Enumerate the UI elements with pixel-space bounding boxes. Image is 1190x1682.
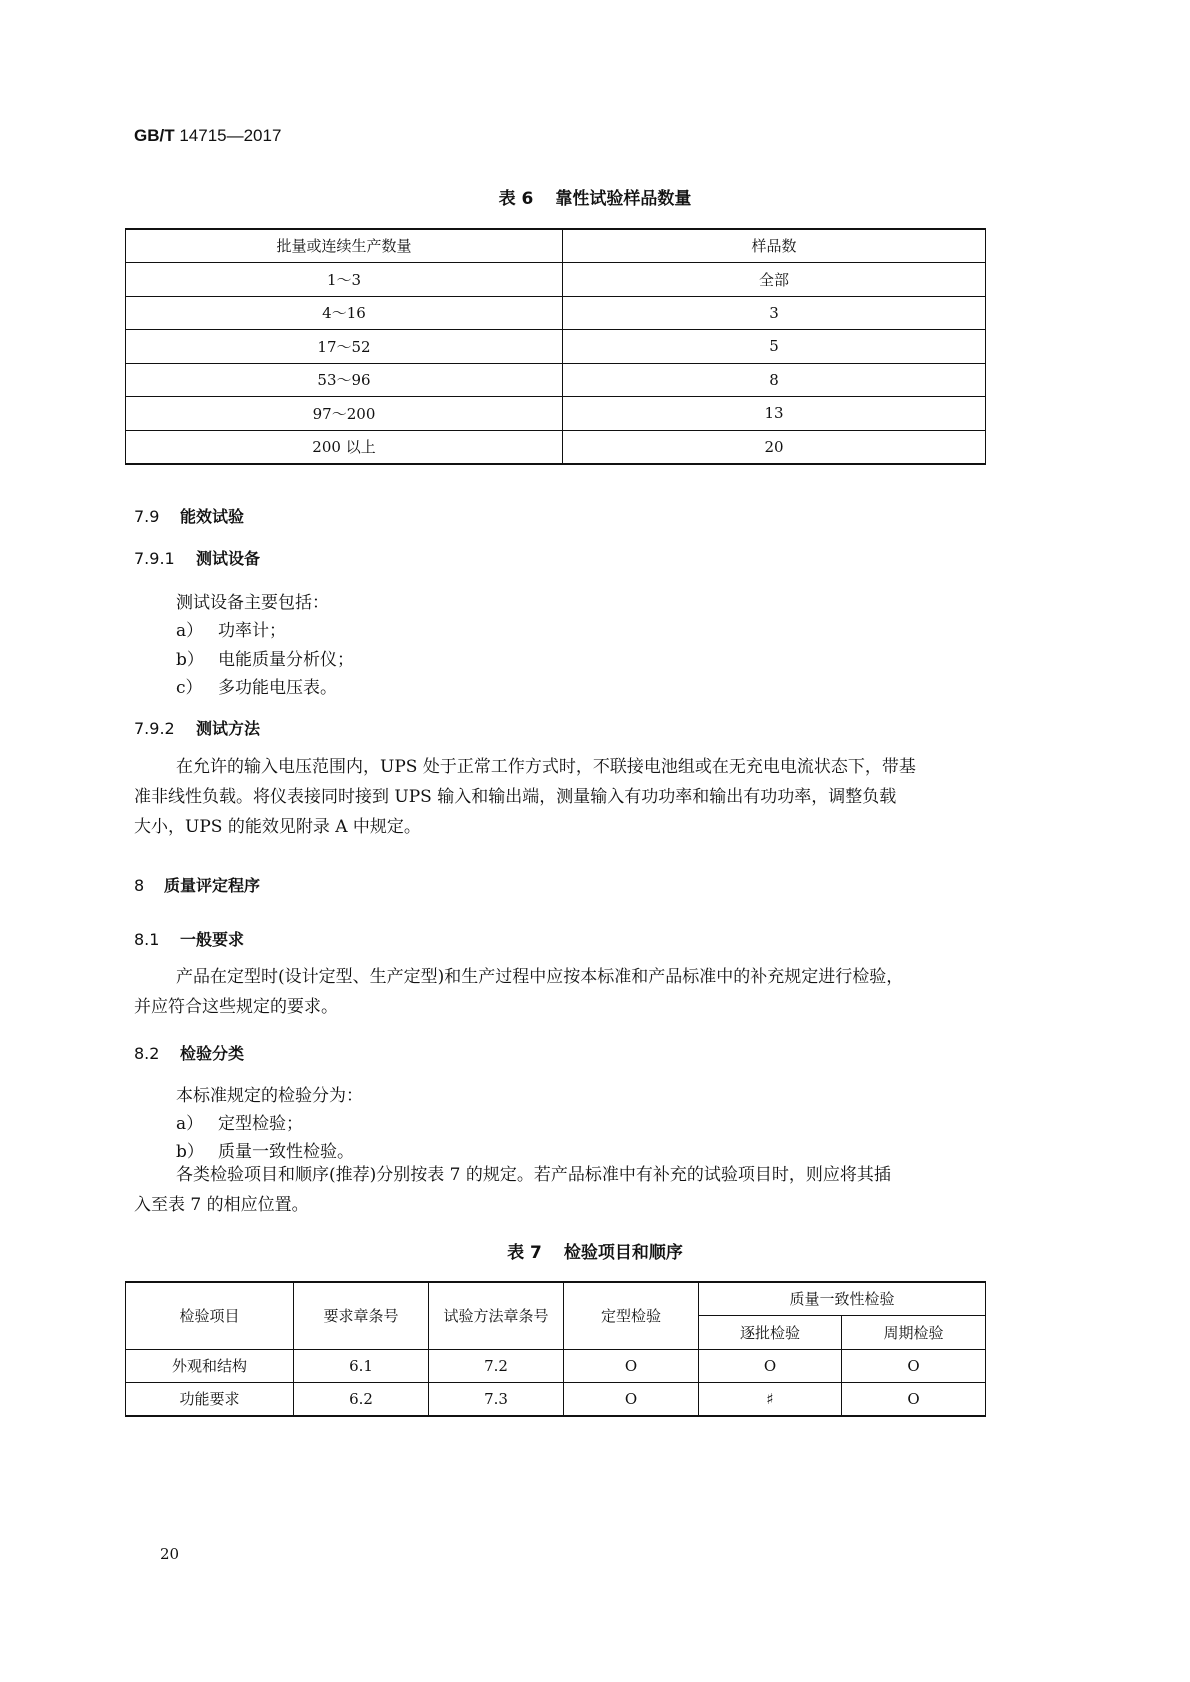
list-marker: a）	[176, 621, 204, 641]
table7-cell: ♯	[699, 1382, 842, 1416]
table7-caption-title: 检验项目和顺序	[563, 1243, 683, 1263]
table7-header-conformity: 质量一致性检验	[699, 1282, 986, 1315]
table7-header-method: 试验方法章条号	[429, 1282, 564, 1349]
paragraph-line: 在允许的输入电压范围内，UPS 处于正常工作方式时，不联接电池组或在无充电电流状态下，带基	[176, 757, 916, 777]
table7-cell: 6.2	[294, 1382, 429, 1416]
table7-caption	[0, 1238, 1190, 1263]
list-text: 定型检验；	[218, 1114, 303, 1134]
section-7-9-1-heading	[134, 546, 260, 569]
section-8-2-heading	[134, 1041, 244, 1064]
section-title: 能效试验	[180, 507, 245, 526]
table6-cell: 3	[563, 296, 986, 329]
table7-cell: 功能要求	[126, 1382, 294, 1416]
table-row	[126, 430, 986, 464]
table7-cell: O	[699, 1349, 842, 1382]
table-row	[126, 396, 986, 430]
table6-cell: 97～200	[126, 396, 563, 430]
section-7-9-2-heading	[134, 716, 260, 739]
table7-header-lot: 逐批检验	[699, 1315, 842, 1349]
table6-caption-label: 表 6	[498, 189, 534, 209]
paragraph	[134, 1160, 1062, 1220]
section-title: 测试方法	[196, 719, 261, 738]
section-number: 7.9.1	[134, 549, 175, 568]
table7-cell: 7.3	[429, 1382, 564, 1416]
table7-header-type-test: 定型检验	[564, 1282, 699, 1349]
table7-header-row	[126, 1282, 986, 1315]
table7-caption-label: 表 7	[507, 1243, 542, 1263]
table-row	[126, 1349, 986, 1382]
document-code	[134, 126, 281, 146]
list-marker: a）	[176, 1114, 204, 1134]
table6	[125, 228, 986, 465]
section-8-heading	[134, 873, 260, 896]
code-prefix: GB/T	[134, 126, 175, 145]
section-number: 8.2	[134, 1044, 160, 1063]
table6-cell: 53～96	[126, 363, 563, 396]
section-title: 质量评定程序	[164, 876, 261, 895]
section-number: 7.9	[134, 507, 160, 526]
list-text: 电能质量分析仪；	[218, 650, 354, 670]
paragraph	[134, 962, 1062, 1022]
table6-cell: 17～52	[126, 329, 563, 363]
paragraph-line: 准非线性负载。将仪表接同时接到 UPS 输入和输出端，测量输入有功功率和输出有功功率，调整负载	[134, 787, 897, 807]
table6-header-quantity: 批量或连续生产数量	[126, 229, 563, 262]
table6-cell: 1～3	[126, 262, 563, 296]
table-row	[126, 1382, 986, 1416]
list-item	[176, 673, 337, 698]
code-number: 14715—2017	[174, 126, 282, 145]
paragraph	[134, 752, 1062, 842]
table6-cell: 13	[563, 396, 986, 430]
section-title: 检验分类	[180, 1044, 245, 1063]
paragraph-line: 并应符合这些规定的要求。	[134, 997, 338, 1017]
table6-caption-title: 靠性试验样品数量	[555, 189, 692, 209]
list-item	[176, 616, 286, 641]
list-marker: b）	[176, 1142, 204, 1162]
section-number: 7.9.2	[134, 719, 175, 738]
paragraph-line: 大小，UPS 的能效见附录 A 中规定。	[134, 817, 421, 837]
table-row	[126, 296, 986, 329]
section-7-9-heading	[134, 504, 244, 527]
table6-cell: 4～16	[126, 296, 563, 329]
section-title: 一般要求	[180, 930, 245, 949]
table7-cell: 7.2	[429, 1349, 564, 1382]
table7-cell: O	[564, 1382, 699, 1416]
list-marker: b）	[176, 650, 204, 670]
section-title: 测试设备	[196, 549, 261, 568]
table-row	[126, 262, 986, 296]
table7-header-periodic: 周期检验	[842, 1315, 986, 1349]
paragraph	[176, 588, 329, 613]
paragraph	[176, 1081, 363, 1106]
table-row	[126, 363, 986, 396]
section-number: 8.1	[134, 930, 160, 949]
table6-cell: 8	[563, 363, 986, 396]
section-8-1-heading	[134, 927, 244, 950]
table6-header-samples: 样品数	[563, 229, 986, 262]
table6-cell: 5	[563, 329, 986, 363]
paragraph-line: 入至表 7 的相应位置。	[134, 1195, 309, 1215]
table6-caption	[0, 184, 1190, 209]
table6-cell: 全部	[563, 262, 986, 296]
list-item	[176, 1137, 354, 1162]
paragraph-line: 各类检验项目和顺序(推荐)分别按表 7 的规定。若产品标准中有补充的试验项目时，则应将其插	[176, 1165, 891, 1185]
table7-cell: 外观和结构	[126, 1349, 294, 1382]
list-text: 多功能电压表。	[218, 678, 337, 698]
page-number: 20	[160, 1545, 180, 1563]
table7-header-requirement: 要求章条号	[294, 1282, 429, 1349]
list-marker: c）	[176, 678, 203, 698]
list-item	[176, 1109, 303, 1134]
section-number: 8	[134, 876, 145, 895]
list-text: 功率计；	[218, 621, 286, 641]
table7-header-item: 检验项目	[126, 1282, 294, 1349]
paragraph-text: 测试设备主要包括：	[176, 593, 329, 613]
paragraph-text: 本标准规定的检验分为：	[176, 1086, 363, 1106]
table-row	[126, 329, 986, 363]
list-text: 质量一致性检验。	[218, 1142, 354, 1162]
table7-cell: 6.1	[294, 1349, 429, 1382]
table6-header-row	[126, 229, 986, 262]
paragraph-line: 产品在定型时(设计定型、生产定型)和生产过程中应按本标准和产品标准中的补充规定进行检验，	[176, 967, 904, 987]
table7	[125, 1281, 986, 1417]
table6-cell: 20	[563, 430, 986, 464]
table6-cell: 200 以上	[126, 430, 563, 464]
table7-cell: O	[842, 1349, 986, 1382]
table7-cell: O	[564, 1349, 699, 1382]
table7-cell: O	[842, 1382, 986, 1416]
list-item	[176, 645, 354, 670]
